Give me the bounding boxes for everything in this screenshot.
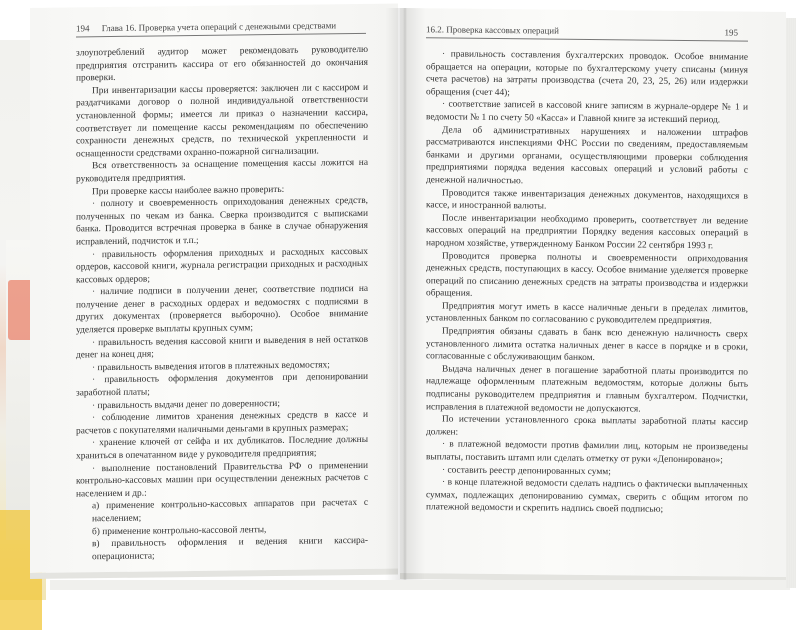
paragraph: · правильность ведения кассовой книги и выведения в ней остатков денег на конец дня;	[76, 334, 368, 361]
paragraph: · правильность выдачи денег по доверенности;	[92, 398, 280, 411]
paragraph: · правильность выведения итогов в платежных ведомостях;	[92, 360, 330, 374]
paragraph: При инвентаризации кассы проверяется: заключен ли с кассиром и раздатчиками договор о полной индивидуальной ответственности установленной формы; имеется ли приказ о назначении кассира, соответствует ли помещение кассы рекомендациям по обеспечению сохранности денежных средств, по технической укрепленности и оснащенности средствами охранно-пожарной сигнализации.	[76, 82, 368, 160]
paragraph: По истечении установленного срока выплаты заработной платы кассир должен:	[426, 414, 748, 438]
left-page-text	[76, 44, 368, 564]
paragraph: Проводится проверка полноты и своевременности оприходования денежных средств, поступающих в кассу. Особое внимание уделяется проверке операций по списанию денежных средств на затраты производства и издержки обращения.	[426, 250, 748, 300]
page-block-bottom-edge	[50, 580, 790, 590]
right-page-number: 195	[724, 27, 738, 38]
paragraph: Вся ответственность за оснащение помещения кассы ложится на руководителя предприятия.	[76, 158, 368, 185]
paragraph: · соответствие записей в кассовой книге записям в журнале-ордере № 1 и ведомости № 1 по счету 50 «Касса» и Главной книге за истекший период.	[426, 99, 748, 126]
paragraph: Предприятия могут иметь в кассе наличные деньги в пределах лимитов, установленных банком по согласованию с руководителем предприятия.	[426, 301, 748, 327]
paragraph: б) применение контрольно-кассовой ленты,	[92, 524, 267, 537]
paragraph: · выполнение постановлений Правительства РФ о применении контрольно-кассовых машин при осуществлении денежных расчетов с населением и др.:	[76, 460, 368, 500]
left-running-head-title: Глава 16. Проверка учета операций с денежными средствами	[101, 20, 337, 34]
paragraph: · в конце платежной ведомости сделать надпись о фактически выплаченных суммах, подлежащих депонированию суммах, сверить с общим итогом по платежной ведомости и скрепить надпись своей подписью;	[426, 477, 748, 516]
paragraph: · в платежной ведомости против фамилии лиц, которым не произведены выплаты, поставить штамп или сделать отметку от руки «Депонировано»;	[426, 439, 748, 466]
paragraph: При проверке кассы наиболее важно проверить:	[92, 184, 285, 197]
left-page-number: 194	[76, 23, 90, 34]
paragraph: · наличие подписи в получении денег, соответствие подписи на получение денег в расходных ордерах и ведомостях с подписями в других документах (проверяется выборочно). Особое внимание уделяется проверке выплаты крупных сумм;	[76, 284, 368, 336]
right-running-head-title: 16.2. Проверка кассовых операций	[426, 24, 559, 36]
paragraph: Предприятия обязаны сдавать в банк всю денежную наличность сверх установленного лимита остатка наличных денег в кассе в порядке и в сроки, согласованные с обслуживающим банком.	[426, 326, 748, 364]
paragraph: · соблюдение лимитов хранения денежных средств в кассе и расчетов с покупателями наличными деньгами в крупных размерах;	[76, 410, 368, 437]
paragraph: · правильность оформления приходных и расходных кассовых ордеров, кассовой книги, журнала регистрации приходных и расходных кассовых ордеров;	[76, 246, 368, 286]
paragraph: · хранение ключей от сейфа и их дубликатов. Последние должны храниться в опечатанном виде у руководителя предприятия;	[76, 435, 368, 462]
paragraph: · правильность оформления документов при депонировании заработной платы;	[76, 372, 368, 399]
left-page	[30, 4, 398, 579]
paragraph: Выдача наличных денег в погашение заработной платы производится по надлежаще оформленным платежным ведомостям, которые должны быть подписаны руководителем предприятия и главным бухгалтером. Подчистки, исправления в платежной ведомости не допускаются.	[426, 364, 748, 415]
paragraph: · правильность составления бухгалтерских проводок. Особое внимание обращается на операции, которые по бухгалтерскому учету списаны (минуя счета расчетов) на затраты производства (счета 20, 23, 25, 26) или издержки обращения (счет 44);	[426, 49, 748, 98]
paragraph: Дела об административных нарушениях и наложении штрафов рассматриваются инспекциями ФНС России по сведениям, предоставляемым банками и другими органами, осуществляющими проверки соблюдения предприятиями порядка ведения кассовых операций и условий работы с денежной наличностью.	[426, 125, 748, 187]
right-page-text	[426, 48, 748, 517]
paragraph: После инвентаризации необходимо проверить, соответствует ли ведение кассовых операций на предприятии Порядку ведения кассовых операций в народном хозяйстве, утвержденному Банком России 22 сентября 1993 г.	[426, 213, 748, 252]
left-running-head	[76, 20, 366, 38]
right-page	[400, 8, 786, 583]
open-book	[30, 8, 790, 588]
paragraph: а) применение контрольно-кассовых аппаратов при расчетах с населением;	[92, 498, 368, 525]
right-running-head	[426, 24, 748, 41]
paragraph: Проводится также инвентаризация денежных документов, находящихся в кассе, и иностранной валюты.	[426, 187, 748, 212]
paragraph: · полноту и своевременность оприходования денежных средств, полученных по чекам из банка. Сверка производится с выписками банка. Проводится встречная проверка в банке в случае обнаружения исправлений, подчисток и т.п.;	[76, 195, 368, 248]
paragraph: · составить реестр депонированных сумм;	[442, 465, 611, 477]
paragraph: в) правильность оформления и ведения книги кассира-операциониста;	[92, 536, 368, 562]
paragraph: злоупотреблений аудитор может рекомендовать руководителю предприятия отстранить кассира от его обязанностей до окончания проверки.	[76, 44, 368, 84]
page-block-right-edge	[786, 18, 796, 588]
